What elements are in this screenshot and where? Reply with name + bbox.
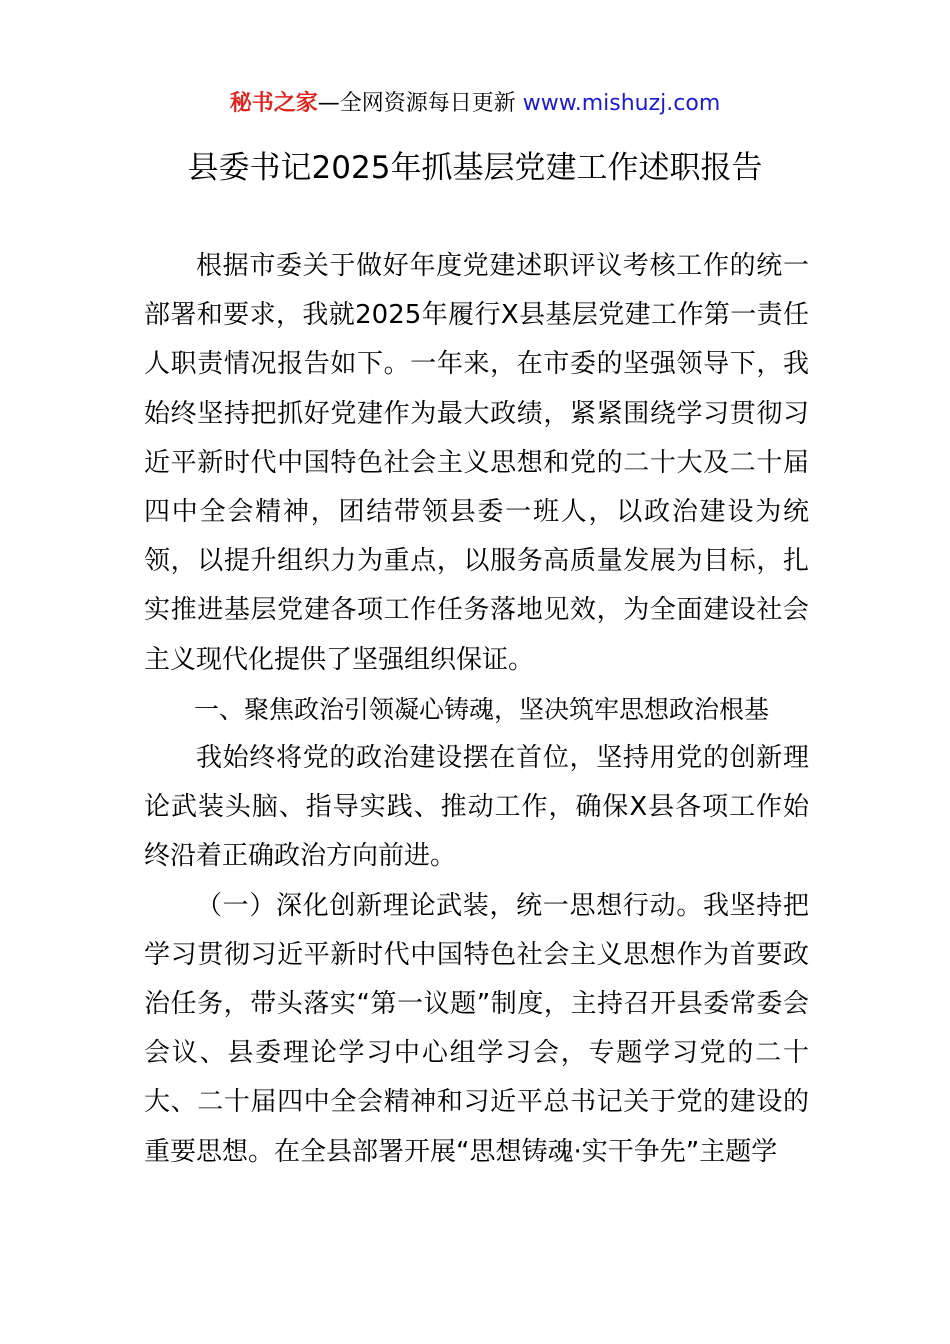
site-brand: 秘书之家 — [229, 91, 318, 116]
section-heading-1: 一、聚焦政治引领凝心铸魂，坚决筑牢思想政治根基 — [194, 694, 770, 724]
intro-paragraph: 根据市委关于做好年度党建述职评议考核工作的统一部署和要求，我就2025年履行X县基层党建工作第一责任人职责情况报告如下。一年来，在市委的坚强领导下，我始终坚持把抓好党建作为最大政绩，紧紧围绕学习贯彻习近平新时代中国特色社会主义思想和党的二十大及二十届四中全会精神，团结带领县委一班人，以政治建设为统领，以提升组织力为重点，以服务高质量发展为目标，扎实推进基层党建各项工作任务落地见效，为全面建设社会主义现代化提供了坚强组织保证。 — [144, 251, 809, 675]
subsection-1-paragraph: （一）深化创新理论武装，统一思想行动。我坚持把学习贯彻习近平新时代中国特色社会主义思想作为首要政治任务，带头落实“第一议题”制度，主持召开县委常委会会议、县委理论学习中心组学习会，专题学习党的二十大、二十届四中全会精神和习近平总书记关于党的建设的重要思想。在全县部署开展“思想铸魂·实干争先”主题学 — [144, 890, 809, 1167]
document-title: 县委书记2025年抓基层党建工作述职报告 — [187, 150, 763, 186]
document-body — [144, 242, 809, 1177]
site-tagline: —全网资源每日更新 — [317, 91, 523, 116]
site-url-link[interactable]: www.mishuzj.com — [522, 91, 721, 116]
site-header — [0, 88, 950, 120]
section-1-paragraph: 我始终将党的政治建设摆在首位，坚持用党的创新理论武装头脑、指导实践、推动工作，确保X县各项工作始终沿着正确政治方向前进。 — [144, 743, 809, 872]
